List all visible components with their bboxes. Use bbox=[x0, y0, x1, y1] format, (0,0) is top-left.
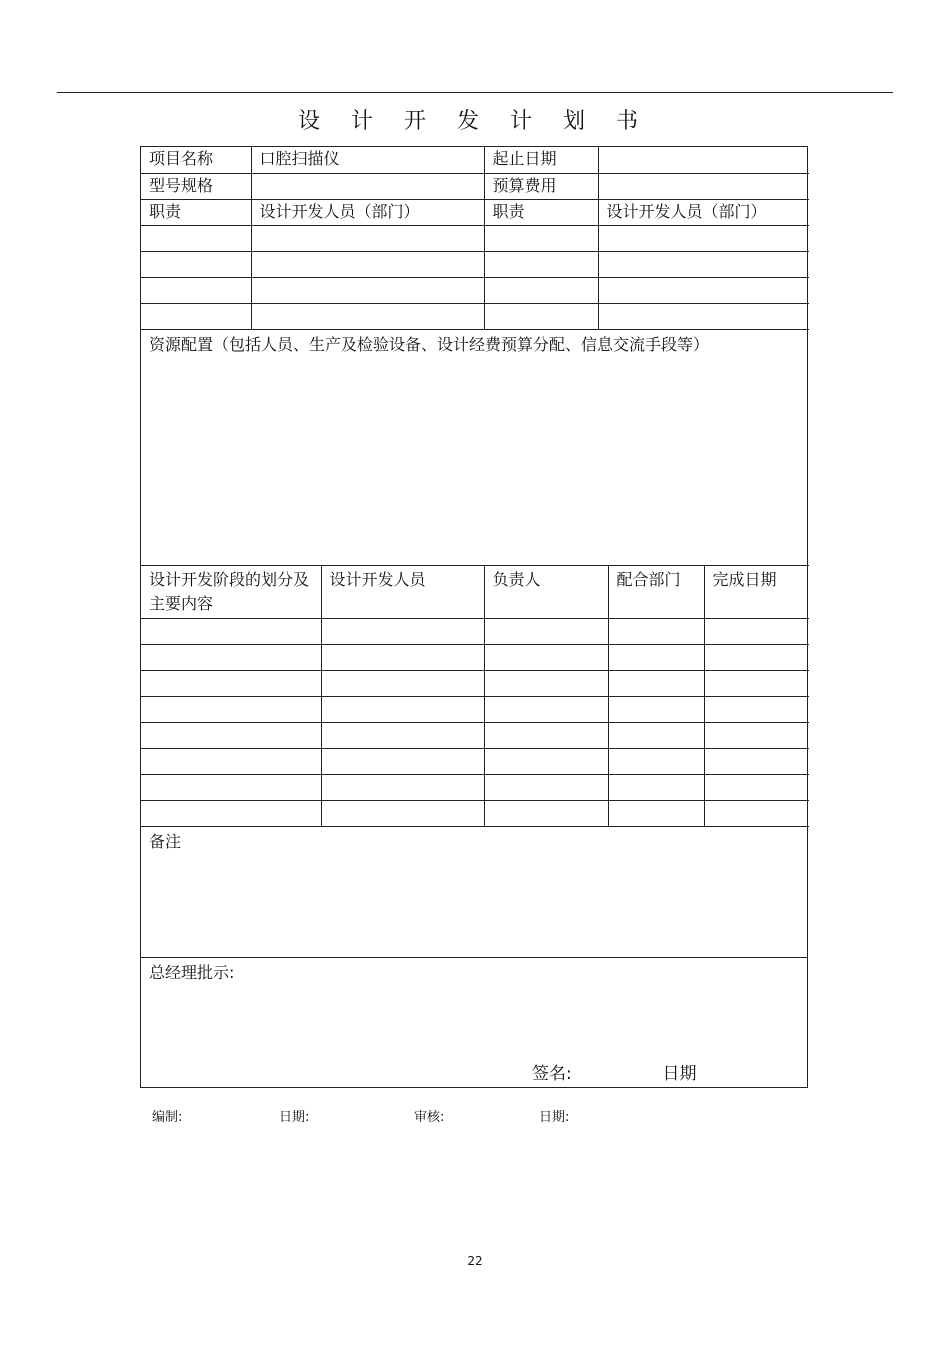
table-cell[interactable] bbox=[608, 670, 704, 696]
table-cell[interactable] bbox=[598, 251, 809, 277]
remarks-label: 备注 bbox=[149, 831, 182, 851]
duty-label: 职责 bbox=[141, 199, 251, 225]
table-row bbox=[141, 251, 809, 277]
table-cell[interactable] bbox=[704, 644, 809, 670]
table-cell[interactable] bbox=[704, 748, 809, 774]
table-row bbox=[141, 618, 809, 644]
table-cell[interactable] bbox=[608, 644, 704, 670]
table-cell[interactable] bbox=[608, 696, 704, 722]
table-cell[interactable] bbox=[484, 696, 608, 722]
table-row bbox=[141, 722, 809, 748]
table-cell[interactable] bbox=[608, 800, 704, 826]
table-cell[interactable] bbox=[321, 800, 484, 826]
table-cell[interactable] bbox=[484, 748, 608, 774]
table-cell[interactable] bbox=[141, 644, 321, 670]
table-row bbox=[141, 199, 809, 225]
plan-form bbox=[140, 146, 808, 1088]
table-cell[interactable] bbox=[141, 670, 321, 696]
project-name-label: 项目名称 bbox=[141, 147, 251, 173]
table-row bbox=[141, 670, 809, 696]
staff-label: 设计开发人员（部门） bbox=[251, 199, 484, 225]
table-cell[interactable] bbox=[608, 722, 704, 748]
table-row bbox=[141, 277, 809, 303]
table-cell[interactable] bbox=[141, 748, 321, 774]
table-cell[interactable] bbox=[321, 722, 484, 748]
reviewed-date-label: 日期: bbox=[539, 1110, 570, 1125]
table-cell[interactable] bbox=[484, 774, 608, 800]
table-cell[interactable] bbox=[251, 303, 484, 329]
stage-date-header: 完成日期 bbox=[704, 565, 809, 618]
table-row bbox=[141, 774, 809, 800]
table-cell[interactable] bbox=[484, 722, 608, 748]
table-cell[interactable] bbox=[704, 800, 809, 826]
table-row bbox=[141, 147, 809, 173]
table-cell[interactable] bbox=[484, 251, 598, 277]
table-cell[interactable] bbox=[608, 774, 704, 800]
approval-label: 总经理批示: bbox=[149, 962, 235, 982]
table-row bbox=[141, 800, 809, 826]
table-cell[interactable] bbox=[598, 303, 809, 329]
table-row bbox=[141, 173, 809, 199]
header-rule bbox=[57, 92, 893, 93]
table-cell[interactable] bbox=[141, 618, 321, 644]
table-cell[interactable] bbox=[321, 644, 484, 670]
table-cell[interactable] bbox=[608, 748, 704, 774]
staff-label: 设计开发人员（部门） bbox=[598, 199, 809, 225]
model-field[interactable] bbox=[251, 173, 484, 199]
table-cell[interactable] bbox=[598, 277, 809, 303]
table-cell[interactable] bbox=[598, 225, 809, 251]
project-name-field[interactable]: 口腔扫描仪 bbox=[251, 147, 484, 173]
stage-owner-header: 负责人 bbox=[484, 565, 608, 618]
table-cell[interactable] bbox=[141, 722, 321, 748]
table-cell[interactable] bbox=[321, 670, 484, 696]
prepared-date-label: 日期: bbox=[279, 1110, 310, 1125]
page-title: 设 计 开 发 计 划 书 bbox=[298, 109, 650, 134]
table-cell[interactable] bbox=[484, 644, 608, 670]
start-end-field[interactable] bbox=[598, 147, 809, 173]
table-cell[interactable] bbox=[484, 618, 608, 644]
signature-line bbox=[532, 1061, 697, 1087]
approval-section[interactable] bbox=[141, 957, 807, 1087]
remarks-section[interactable] bbox=[141, 827, 807, 957]
budget-label: 预算费用 bbox=[484, 173, 598, 199]
table-cell[interactable] bbox=[704, 670, 809, 696]
prepared-by-label: 编制: bbox=[152, 1110, 183, 1125]
table-cell[interactable] bbox=[484, 303, 598, 329]
table-cell[interactable] bbox=[141, 800, 321, 826]
table-row bbox=[141, 303, 809, 329]
start-end-label: 起止日期 bbox=[484, 147, 598, 173]
table-cell[interactable] bbox=[321, 618, 484, 644]
budget-field[interactable] bbox=[598, 173, 809, 199]
table-row bbox=[141, 748, 809, 774]
table-cell[interactable] bbox=[141, 277, 251, 303]
table-cell[interactable] bbox=[484, 800, 608, 826]
table-cell[interactable] bbox=[141, 251, 251, 277]
reviewed-by-label: 审核: bbox=[414, 1110, 445, 1125]
table-cell[interactable] bbox=[704, 774, 809, 800]
table-cell[interactable] bbox=[321, 748, 484, 774]
table-cell[interactable] bbox=[608, 618, 704, 644]
table-cell[interactable] bbox=[484, 670, 608, 696]
table-cell[interactable] bbox=[704, 618, 809, 644]
table-cell[interactable] bbox=[141, 696, 321, 722]
stage-dept-header: 配合部门 bbox=[608, 565, 704, 618]
table-cell[interactable] bbox=[251, 277, 484, 303]
approval-date-label: 日期 bbox=[662, 1063, 697, 1084]
table-cell[interactable] bbox=[251, 225, 484, 251]
resources-section[interactable] bbox=[141, 330, 807, 565]
table-cell[interactable] bbox=[484, 277, 598, 303]
table-row bbox=[141, 696, 809, 722]
table-row bbox=[141, 225, 809, 251]
signature-label: 签名: bbox=[532, 1063, 572, 1084]
table-cell[interactable] bbox=[141, 774, 321, 800]
table-row bbox=[141, 565, 809, 618]
stages-table bbox=[141, 565, 809, 827]
table-cell[interactable] bbox=[704, 722, 809, 748]
table-cell[interactable] bbox=[321, 774, 484, 800]
resources-label: 资源配置（包括人员、生产及检验设备、设计经费预算分配、信息交流手段等） bbox=[149, 334, 710, 354]
model-label: 型号规格 bbox=[141, 173, 251, 199]
table-cell[interactable] bbox=[141, 225, 251, 251]
stage-staff-header: 设计开发人员 bbox=[321, 565, 484, 618]
page-number: 22 bbox=[467, 1254, 483, 1268]
table-cell[interactable] bbox=[484, 225, 598, 251]
table-cell[interactable] bbox=[704, 696, 809, 722]
table-cell[interactable] bbox=[141, 303, 251, 329]
stage-header: 设计开发阶段的划分及主要内容 bbox=[141, 565, 321, 618]
duty-label: 职责 bbox=[484, 199, 598, 225]
info-table bbox=[141, 147, 809, 330]
table-row bbox=[141, 644, 809, 670]
table-cell[interactable] bbox=[251, 251, 484, 277]
table-cell[interactable] bbox=[321, 696, 484, 722]
